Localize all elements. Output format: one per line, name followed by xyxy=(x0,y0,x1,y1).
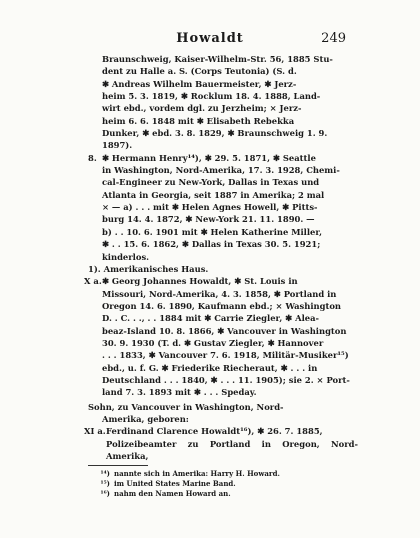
text-line: burg 14. 4. 1872, ✱ New-York 21. 11. 1890. — xyxy=(102,214,315,225)
text-line: Polizeibeamter zu Portland in Oregon, Nord-Amerika, xyxy=(106,438,358,461)
text-line: cal-Engineer zu New-York, Dallas in Texas und xyxy=(102,177,320,188)
entry-marker: 8. xyxy=(88,152,97,163)
text-line: ✱ Andreas Wilhelm Bauermeister, ✱ Jerz- xyxy=(102,78,297,89)
text-line: Dunker, ✱ ebd. 3. 8. 1829, ✱ Braunschweig 1. 9. xyxy=(102,128,328,139)
footnote xyxy=(88,479,358,489)
text-line: Braunschweig, Kaiser-Wilhelm-Str. 56, 1885 Stu- xyxy=(102,54,333,64)
entry-marker: X a. xyxy=(84,276,102,287)
footnote-text: im United States Marine Band. xyxy=(114,479,236,489)
text-line: Oregon 14. 6. 1890, Kaufmann ebd.; ⨯ Washington xyxy=(102,300,342,311)
footnotes xyxy=(88,469,358,499)
text-line: heim 6. 6. 1848 mit ✱ Elisabeth Rebekka xyxy=(102,115,295,126)
running-title: Howaldt xyxy=(176,31,244,46)
text-line: D. . C. . ., . . 1884 mit ✱ Carrie Ziegler, ✱ Alea- xyxy=(102,313,320,324)
son-intro-line: Amerika, geboren: xyxy=(102,413,189,424)
text-line: kinderlos. xyxy=(102,251,150,262)
text-line: land 7. 3. 1893 mit ✱ . . . Speday. xyxy=(102,387,257,398)
text-line: ebd., u. f. G. ✱ Friederike Riecheraut, ✱ . . . in xyxy=(102,362,318,373)
page-body xyxy=(84,53,358,499)
page-header xyxy=(0,31,420,47)
entry-8 xyxy=(88,152,358,263)
text-line: Ferdinand Clarence Howaldt¹⁶), ✱ 26. 7. 1885, xyxy=(106,426,323,437)
footnote-number: ¹⁵) xyxy=(100,479,110,489)
footnote-text: nahm den Namen Howard an. xyxy=(114,489,231,499)
footnote-number: ¹⁴) xyxy=(100,469,110,479)
text-line: wirt ebd., vordem dgl. zu Jerzheim; ⨯ Jerz- xyxy=(102,103,302,114)
footnote-text: nannte sich in Amerika: Harry H. Howard. xyxy=(114,469,280,479)
text-line: ⨯ — a) . . . mit ✱ Helen Agnes Howell, ✱ Pitts- xyxy=(102,202,318,213)
text-line: Deutschland . . . 1840, ✱ . . . 11. 1905); sie 2. ⨯ Port- xyxy=(102,374,350,385)
text-line: ✱ Georg Johannes Howaldt, ✱ St. Louis in xyxy=(102,276,298,287)
page-number: 249 xyxy=(321,31,346,46)
text-line: dent zu Halle a. S. (Corps Teutonia) (S. d. xyxy=(102,66,297,77)
entry-marker: XI a. xyxy=(84,426,106,437)
text-line: Atlanta in Georgia, seit 1887 in Amerika; 2 mal xyxy=(102,189,325,200)
text-line: heim 5. 3. 1819, ✱ Rocklum 18. 4. 1888, Land- xyxy=(102,91,321,102)
text-line: b) . . 10. 6. 1901 mit ✱ Helen Katherine Miller, xyxy=(102,226,323,237)
entry-xia xyxy=(84,425,358,462)
text-line: 30. 9. 1930 (T. d. ✱ Gustav Ziegler, ✱ Hannover xyxy=(102,337,324,348)
footnote-divider xyxy=(88,465,148,466)
continuation-paragraph xyxy=(88,53,358,152)
footnote-number: ¹⁶) xyxy=(100,489,110,499)
entry-xa xyxy=(84,275,358,398)
footnote xyxy=(88,489,358,499)
section-heading: 1). Amerikanisches Haus. xyxy=(88,263,209,274)
text-line: Missouri, Nord-Amerika, 4. 3. 1858, ✱ Portland in xyxy=(102,288,337,299)
text-line: beaz-Island 10. 8. 1866, ✱ Vancouver in Washington xyxy=(102,325,347,336)
text-line: in Washington, Nord-Amerika, 17. 3. 1928, Chemi- xyxy=(102,165,340,176)
text-line: ✱ Hermann Henry¹⁴), ✱ 29. 5. 1871, ✱ Seattle xyxy=(102,152,316,163)
text-line: ✱ . . 15. 6. 1862, ✱ Dallas in Texas 30. 5. 1921; xyxy=(102,239,321,250)
footnote xyxy=(88,469,358,479)
son-intro-line: Sohn, zu Vancouver in Washington, Nord- xyxy=(88,401,284,412)
text-line: . . . 1833, ✱ Vancouver 7. 6. 1918, Militär-Musiker¹⁵) xyxy=(102,350,349,361)
text-line: 1897). xyxy=(102,140,133,151)
